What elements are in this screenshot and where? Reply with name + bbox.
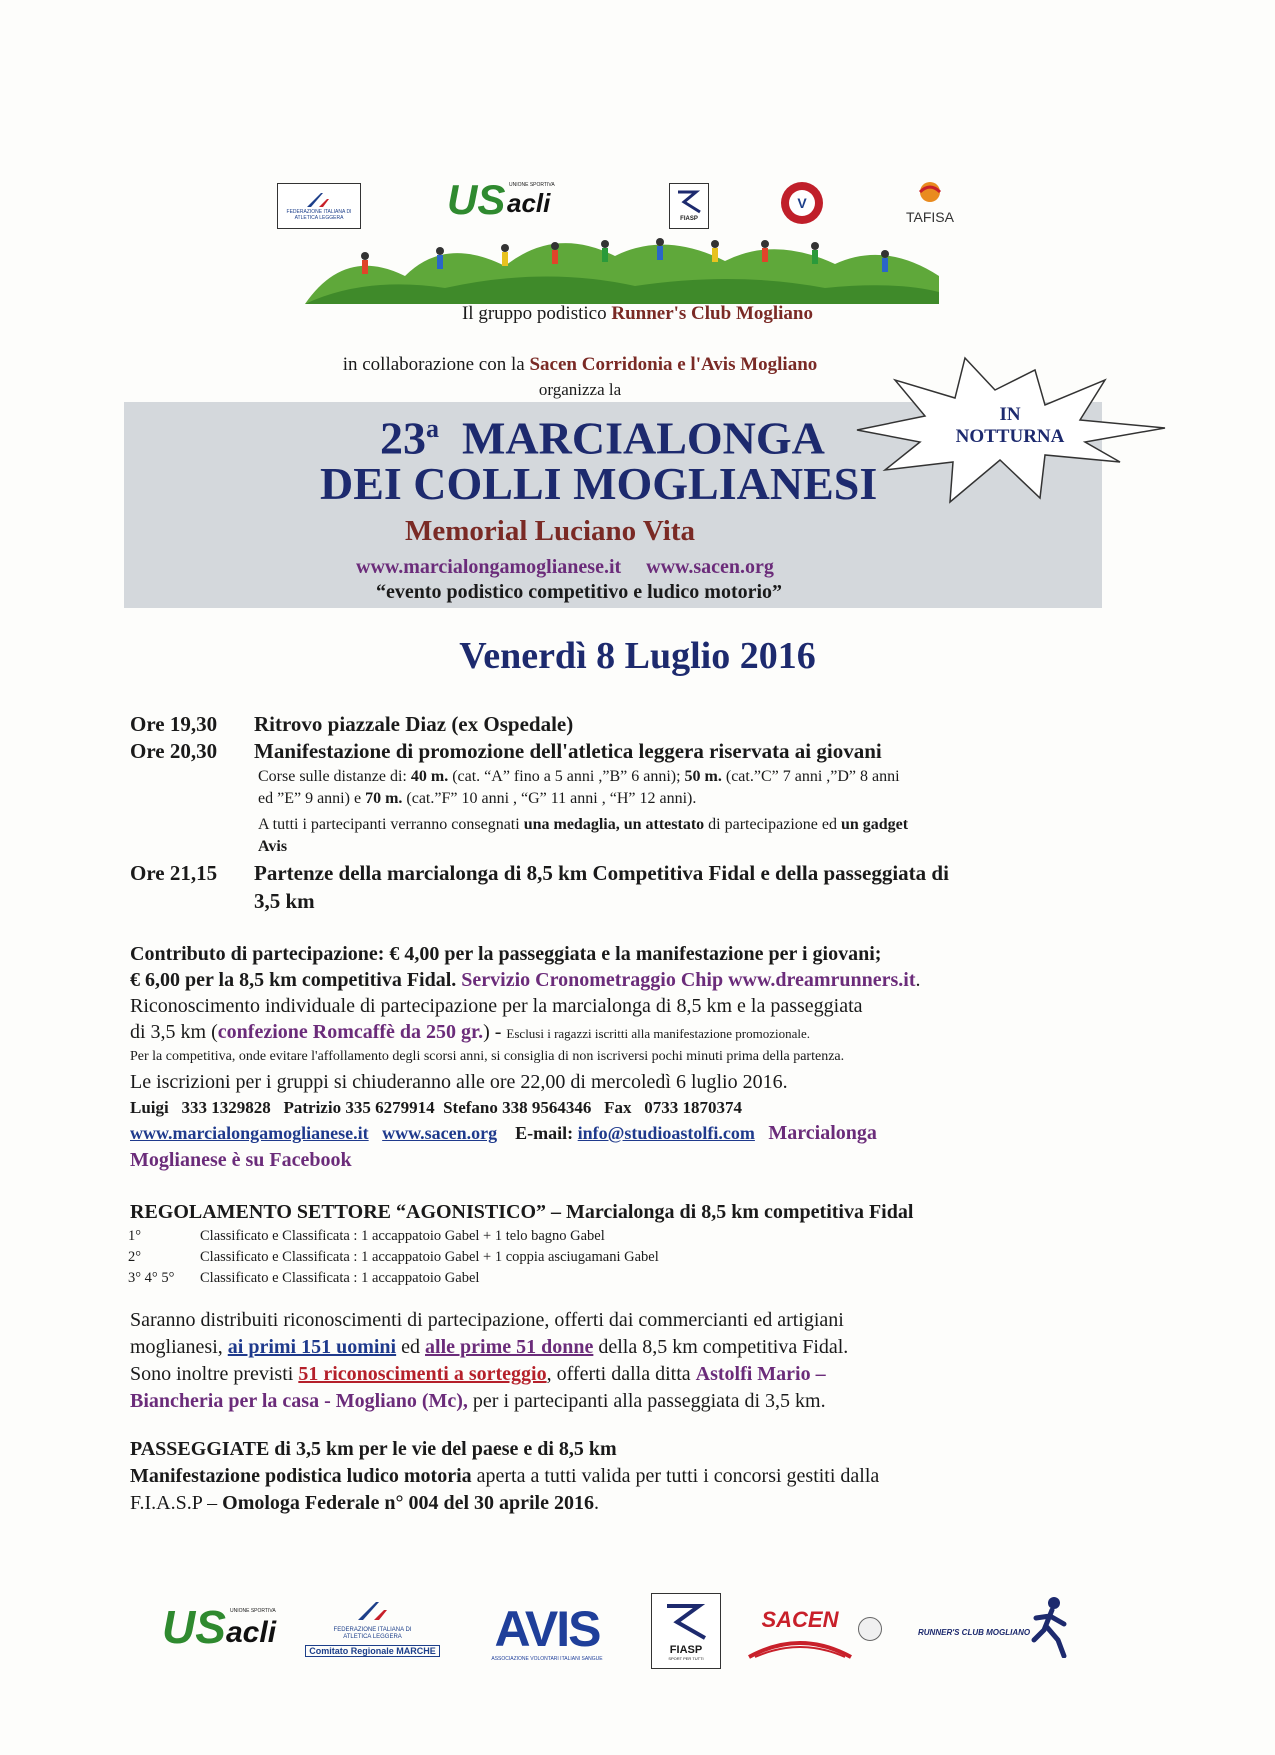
club-name: Runner's Club Mogliano	[611, 303, 813, 324]
fidal-mark-icon	[299, 191, 339, 209]
prizes-text: della 8,5 km competitiva Fidal.	[593, 1336, 849, 1358]
site-marcialonga[interactable]: www.marcialongamoglianese.it	[356, 556, 622, 578]
fees-line-2	[130, 969, 921, 992]
footer-fidal-logo	[305, 1600, 440, 1668]
regolamento-table	[128, 1226, 659, 1289]
footer-fiasp-sub: SPORT PER TUTTI	[668, 1655, 704, 1661]
footer-sacen-logo	[745, 1607, 855, 1663]
footer-fidal-mark-icon	[348, 1600, 398, 1622]
youth-prize: un gadget	[840, 816, 909, 833]
raffle-prizes: 51 riconoscimenti a sorteggio	[298, 1363, 547, 1385]
intro-line-1	[0, 303, 1275, 325]
passeggiate-text: F.I.A.S.P –	[130, 1492, 223, 1514]
footer-fiasp-text: FIASP	[669, 1643, 703, 1656]
fees-text: Contributo di partecipazione: € 4,00 per la passeggiata e la manifestazione per i giovani;	[130, 943, 882, 965]
facebook-line	[130, 1149, 352, 1172]
links-line	[130, 1122, 877, 1145]
fees-text: € 6,00 per la 8,5 km competitiva Fidal.	[130, 969, 462, 991]
tafisa-text: TAFISA	[906, 209, 954, 225]
fidal-logo	[277, 183, 361, 229]
sacen-link[interactable]: www.sacen.org	[382, 1123, 498, 1143]
collab-prefix: in collaborazione con la	[342, 354, 530, 375]
runners-hills-illustration	[305, 226, 939, 304]
facebook-link-2[interactable]: Moglianese è su Facebook	[130, 1149, 352, 1171]
avis-text: AVIS	[494, 1601, 600, 1657]
youth-distance: 50 m.	[684, 768, 722, 785]
start-time: Ore 21,15	[130, 861, 218, 885]
schedule-row-1	[130, 712, 573, 737]
collab-orgs: Sacen Corridonia e l'Avis Mogliano	[529, 354, 818, 375]
passeggiate-line-2	[130, 1465, 879, 1488]
fidal-text: FEDERAZIONE ITALIANA DI ATLETICA LEGGERA	[286, 209, 352, 221]
memorial-text: Memorial Luciano Vita	[405, 515, 695, 547]
website-link[interactable]: www.marcialongamoglianese.it	[130, 1123, 369, 1143]
women-prizes: alle prime 51 donne	[425, 1336, 594, 1358]
tafisa-icon	[915, 180, 945, 204]
passeggiate-heading: PASSEGGIATE di 3,5 km per le vie del paese e di 8,5 km	[130, 1438, 617, 1460]
tagline	[376, 581, 782, 604]
schedule-text: Manifestazione di promozione dell'atletica leggera riservata ai giovani	[254, 739, 882, 763]
fees-line-6	[130, 1071, 788, 1094]
email-label: E-mail:	[515, 1123, 578, 1143]
youth-text: (cat. “A” fino a 5 anni ,”B” 6 anni);	[448, 768, 685, 785]
footer-avis-logo	[472, 1602, 622, 1672]
sponsor-desc: Biancheria per la casa - Mogliano (Mc),	[130, 1390, 468, 1412]
youth-line-3	[258, 814, 908, 836]
avis-badge-icon: V	[781, 182, 823, 224]
schedule-time: Ore 19,30	[130, 712, 218, 736]
prizes-text: Saranno distribuiti riconoscimenti di partecipazione, offerti dai commercianti ed artigiani	[130, 1309, 844, 1331]
youth-line-1	[258, 766, 908, 788]
prize-position: 1°	[128, 1228, 142, 1244]
tafisa-logo	[898, 180, 962, 228]
prize-position: 3° 4° 5°	[128, 1270, 175, 1286]
passeggiate-type: Manifestazione podistica ludico motoria	[130, 1465, 472, 1487]
memorial-title	[0, 515, 1100, 548]
fees-line-3	[130, 995, 863, 1018]
chip-timing-link[interactable]: Servizio Cronometraggio Chip www.dreamrunners.it	[461, 969, 916, 991]
start-text-block	[254, 859, 949, 915]
date-text: Venerdì 8 Luglio 2016	[459, 635, 816, 677]
footer-usacli-u-icon: US	[162, 1601, 226, 1653]
footer-usacli-text: acli	[226, 1616, 277, 1649]
contacts-line	[130, 1098, 742, 1118]
youth-text: A tutti i partecipanti verranno consegnati	[258, 816, 524, 833]
passeggiate-line-1	[130, 1438, 617, 1461]
title-line-2	[320, 457, 877, 511]
footer-fiasp-foot-icon	[661, 1602, 711, 1644]
usacli-u-icon: US	[447, 176, 506, 223]
romcaffe-prize: confezione Romcaffè da 250 gr.	[217, 1021, 484, 1043]
sacen-emblem-icon	[858, 1617, 882, 1641]
title-colli: DEI COLLI MOGLIANESI	[320, 458, 878, 509]
fees-line-1	[130, 943, 881, 966]
prize-desc: Classificato e Classificata : 1 accappatoio Gabel + 1 telo bagno Gabel	[200, 1228, 605, 1244]
regolamento-heading: REGOLAMENTO SETTORE “AGONISTICO” – Marcialonga di 8,5 km competitiva Fidal	[130, 1201, 914, 1223]
sacen-text: SACEN	[761, 1607, 839, 1632]
youth-distance: 70 m.	[365, 790, 403, 807]
youth-details	[258, 766, 908, 858]
phone-contacts: Luigi 333 1329828 Patrizio 335 6279914 Stefano 338 9564346 Fax 0733 1870374	[130, 1098, 742, 1117]
fiasp-text: FIASP	[680, 216, 698, 222]
notturna-label	[940, 404, 1080, 448]
event-date	[0, 634, 1275, 678]
prizes-line-1	[130, 1309, 844, 1332]
fees-line-5	[130, 1049, 844, 1065]
sacen-track-icon	[745, 1633, 855, 1661]
youth-text: (cat.”C” 7 anni ,”D” 8 anni	[721, 768, 900, 785]
edition-number: 23	[380, 412, 426, 464]
footer-fiasp-logo	[651, 1593, 721, 1669]
notturna-in: IN	[999, 404, 1021, 425]
runners-text: RUNNER'S CLUB MOGLIANO	[918, 1628, 1031, 1637]
regolamento-row	[128, 1247, 659, 1268]
prize-desc: Classificato e Classificata : 1 accappatoio Gabel + 1 coppia asciugamani Gabel	[200, 1249, 659, 1265]
fees-text: di 3,5 km (	[130, 1021, 218, 1043]
youth-line-4: Avis	[258, 838, 288, 855]
usacli-logo	[447, 178, 557, 228]
youth-distance: 40 m.	[410, 768, 449, 785]
youth-text: di partecipazione ed	[704, 816, 841, 833]
prizes-dash: –	[810, 1363, 826, 1385]
fees-text: ) -	[483, 1021, 507, 1043]
fees-note: Per la competitiva, onde evitare l'affollamento degli scorsi anni, si consiglia di non iscriversi pochi minuti prima della partenza.	[130, 1049, 845, 1064]
start-text-2: 3,5 km	[254, 889, 315, 913]
prizes-line-4	[130, 1390, 826, 1413]
youth-text: ed ”E” 9 anni) e	[258, 790, 366, 807]
facebook-link[interactable]: Marcialonga	[768, 1122, 877, 1144]
passeggiate-line-3	[130, 1492, 599, 1515]
fiasp-foot-icon	[674, 190, 704, 216]
fees-line-4	[130, 1021, 810, 1044]
email-link[interactable]: info@studioastolfi.com	[577, 1123, 755, 1143]
passeggiate-text: .	[594, 1492, 599, 1514]
prizes-line-2	[130, 1336, 848, 1359]
avis-sub-text: ASSOCIAZIONE VOLONTARI ITALIANI SANGUE	[491, 1656, 603, 1662]
prizes-text: ed	[396, 1336, 426, 1358]
prizes-line-3	[130, 1363, 826, 1386]
regolamento-title	[130, 1201, 913, 1224]
schedule-time: Ore 20,30	[130, 739, 218, 763]
youth-text: Corse sulle distanze di:	[258, 768, 411, 785]
footer-fidal-text: FEDERAZIONE ITALIANA DI ATLETICA LEGGERA	[333, 1627, 412, 1640]
prizes-text: moglianesi,	[130, 1336, 228, 1358]
prizes-text: Sono inoltre previsti	[130, 1363, 299, 1385]
usacli-text: acli	[507, 188, 551, 218]
youth-prize: una medaglia, un attestato	[523, 816, 705, 833]
prize-desc: Classificato e Classificata : 1 accappatoio Gabel	[200, 1270, 480, 1286]
prizes-text: per i partecipanti alla passeggiata di 3,5 km.	[467, 1390, 826, 1412]
title-websites	[356, 556, 774, 579]
footer-usacli-logo	[162, 1602, 282, 1658]
sponsor-name: Astolfi Mario	[695, 1363, 811, 1385]
youth-line-2	[258, 788, 908, 810]
prize-position: 2°	[128, 1249, 142, 1265]
omologa-text: Omologa Federale n° 004 del 30 aprile 2016	[222, 1492, 594, 1514]
tagline-text: “evento podistico competitivo e ludico motorio”	[376, 581, 783, 603]
regolamento-row	[128, 1226, 659, 1247]
notturna-word: NOTTURNA	[955, 426, 1065, 447]
fees-text: Riconoscimento individuale di partecipazione per la marcialonga di 8,5 km e la passeggiata	[130, 995, 863, 1017]
regolamento-row	[128, 1268, 659, 1289]
site-sacen[interactable]: www.sacen.org	[646, 556, 774, 578]
title-line-1	[380, 403, 825, 464]
prizes-text: , offerti dalla ditta	[546, 1363, 696, 1385]
fees-note: Esclusi i ragazzi iscritti alla manifestazione promozionale.	[506, 1026, 810, 1041]
schedule-text: Ritrovo piazzale Diaz (ex Ospedale)	[254, 712, 574, 736]
organizza-text: organizza la	[538, 380, 622, 399]
title-marcialonga: MARCIALONGA	[462, 412, 825, 464]
footer-runners-logo	[918, 1596, 1073, 1660]
fees-text: Le iscrizioni per i gruppi si chiuderanno alle ore 22,00 di mercoledì 6 luglio 2016.	[130, 1071, 788, 1093]
footer-usacli-top: UNIONE SPORTIVA	[230, 1608, 276, 1614]
runner-silhouette-icon	[1028, 1596, 1072, 1658]
schedule-row-2	[130, 739, 882, 764]
start-row	[130, 859, 949, 915]
passeggiate-text: aperta a tutti valida per tutti i concorsi gestiti dalla	[471, 1465, 880, 1487]
start-text: Partenze della marcialonga di 8,5 km Competitiva Fidal e della passeggiata di	[254, 861, 949, 885]
fees-text: .	[915, 969, 921, 991]
fiasp-logo-top	[669, 183, 709, 229]
footer-fidal-sub: Comitato Regionale MARCHE	[305, 1645, 440, 1657]
youth-text: (cat.”F” 10 anni , “G” 11 anni , “H” 12 anni).	[402, 790, 697, 807]
men-prizes: ai primi 151 uomini	[227, 1336, 397, 1358]
intro-prefix: Il gruppo podistico	[461, 303, 612, 324]
edition-sup: a	[426, 414, 439, 443]
usacli-top-text: UNIONE SPORTIVA	[509, 182, 555, 188]
